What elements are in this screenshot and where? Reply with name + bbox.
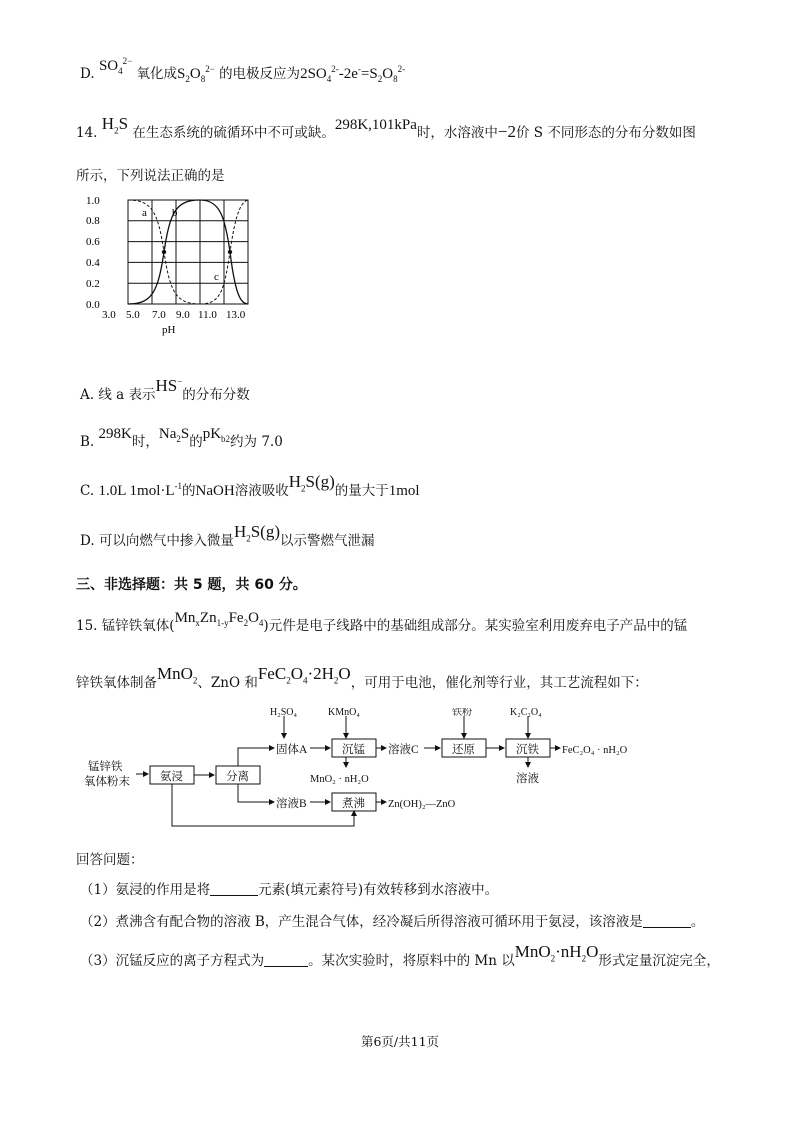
reagent-label: 铁粉 [452, 708, 472, 718]
x-tick-label: 13.0 [226, 309, 246, 321]
process-flow-diagram [84, 708, 684, 838]
curve-label-a: a [142, 207, 147, 219]
stream-label: 固体A [276, 744, 308, 756]
product-label: FeC₂O₄ · nH₂O [562, 745, 628, 756]
q14-option-a: A. 线 a 表示HS−的分布分数 [80, 376, 250, 403]
box-label: 还原 [452, 744, 475, 756]
q14-option-d: D. 可以向燃气中掺入微量$H_2S(g)$以示警燃气泄漏 [80, 522, 375, 549]
h2s-gas-formula: $H_2S(g)$ [233, 522, 280, 544]
x-tick-label: 5.0 [126, 309, 140, 321]
waste-label: 溶液 [516, 773, 539, 785]
sulfate-ion: $SO_4^{2-}$ [98, 56, 133, 76]
raw-material-label: 氧体粉末 [84, 776, 130, 788]
x-tick-labels [102, 309, 246, 321]
answer-intro: 回答问题： [76, 852, 144, 868]
reagent-label: H₂SO₄ [270, 708, 297, 718]
stream-label: 溶液C [388, 744, 419, 756]
y-tick-label: 0.8 [86, 215, 100, 227]
x-tick-label: 3.0 [102, 309, 116, 321]
answer-blank[interactable] [643, 913, 691, 928]
mno2-formula: MnO$_2$ [157, 664, 198, 686]
q14-option-b: B. 298K时，$Na_2S$的$pK_{b2}$约为 7.0 [80, 426, 283, 450]
amount-text: 1.0L $1mol\cdot L^{-1}$ [98, 481, 183, 499]
curve-label-c: c [214, 271, 219, 283]
answer-blank[interactable] [264, 952, 308, 967]
product-label: MnO₂ · nH₂O [310, 774, 369, 785]
iron-oxalate-formula: $FeC_2O_4\cdot 2H_2O$ [257, 664, 351, 686]
box-label: 沉锰 [342, 744, 365, 756]
box-label: 分离 [226, 771, 249, 783]
oxidation-state: −2 [497, 122, 517, 141]
q15-sub1: （1）氨浸的作用是将 元素(填元素符号)有效转移到水溶液中。 [80, 882, 499, 898]
naoh-formula: NaOH [195, 483, 235, 499]
mno2-hydrate-formula: $MnO_2\cdot nH_2O$ [514, 942, 599, 964]
ferrite-formula: $Mn_xZn_{1-y}Fe_2O_4$ [174, 610, 264, 628]
y-tick-label: 0.6 [86, 236, 100, 248]
q15-sub3: （3）沉锰反应的离子方程式为 。某次实验时，将原料中的 Mn 以$MnO_2\cdot nH_2O$形式定量沉淀完全， [80, 942, 720, 969]
reagent-label: KMnO₄ [328, 708, 360, 718]
q15-sub2: （2）煮沸含有配合物的溶液 B，产生混合气体，经冷凝后所得溶液可循环用于氨浸，该溶液是 。 [80, 914, 705, 930]
product-label: Zn(OH)₂—ZnO [388, 799, 456, 810]
y-tick-labels [86, 195, 100, 311]
x-tick-label: 9.0 [176, 309, 190, 321]
x-tick-label: 7.0 [152, 309, 166, 321]
y-tick-label: 1.0 [86, 195, 100, 207]
intersection-point [228, 250, 232, 254]
box-label: 氨浸 [160, 771, 183, 783]
x-tick-label: 11.0 [198, 309, 217, 321]
answer-blank[interactable] [210, 881, 258, 896]
curve-label-b: b [172, 207, 178, 219]
y-tick-label: 0.4 [86, 257, 100, 269]
q13-option-d: D. $SO_4^{2-}$ 氧化成$S_2O_8^{2-}$ 的电极反应为$2SO_4^{2-}-2e^-=S_2O_8^{2-}$ [80, 56, 406, 84]
condition-text: 298K,101kPa [334, 117, 417, 133]
intersection-point [162, 250, 166, 254]
pkb-symbol: $pK_{b2}$ [202, 426, 231, 444]
box-label: 沉铁 [516, 744, 539, 756]
persulfate-ion: $S_2O_8^{2-}$ [177, 64, 215, 84]
na2s-formula: $Na_2S$ [158, 426, 190, 444]
q14-stem-line1: 14. $H_2S$ 在生态系统的硫循环中不可或缺。298K,101kPa时，水溶液中−2价 S 不同形态的分布分数如图 [76, 114, 696, 141]
q15-stem-line1: 15. 锰锌铁氧体$(Mn_xZn_{1-y}Fe_2O_4)$元件是电子线路中的基础组成部分。某实验室利用废弃电子产品中的锰 [76, 610, 688, 634]
q15-stem-line2: 锌铁氧体制备MnO$_2$、ZnO 和$FeC_2O_4\cdot 2H_2O$，可用于电池，催化剂等行业，其工艺流程如下： [76, 664, 648, 691]
raw-material-label: 锰锌铁 [88, 761, 123, 773]
q14-option-c: C. 1.0L $1mol\cdot L^{-1}$的NaOH溶液吸收$H_2S(g)$的量大于1mol [80, 472, 420, 499]
section-heading: 三、非选择题：共 5 题，共 60 分。 [76, 577, 307, 593]
distribution-chart [80, 192, 260, 342]
y-tick-label: 0.0 [86, 299, 100, 311]
page-footer: 第6页/共11页 [360, 1034, 440, 1049]
y-tick-label: 0.2 [86, 278, 100, 290]
q14-stem-line2: 所示，下列说法正确的是 [76, 168, 225, 184]
hs-ion: HS− [155, 376, 183, 395]
reagent-label: K₂C₂O₄ [510, 708, 542, 718]
stream-label: 溶液B [276, 798, 307, 810]
h2s-formula: $H_2S$ [101, 114, 129, 136]
box-label: 煮沸 [342, 798, 365, 810]
x-axis-label: pH [162, 324, 176, 336]
h2s-gas-formula: $H_2S(g)$ [288, 472, 335, 494]
electrode-equation: $2SO_4^{2-}-2e^-=S_2O_8^{2-}$ [300, 64, 406, 84]
